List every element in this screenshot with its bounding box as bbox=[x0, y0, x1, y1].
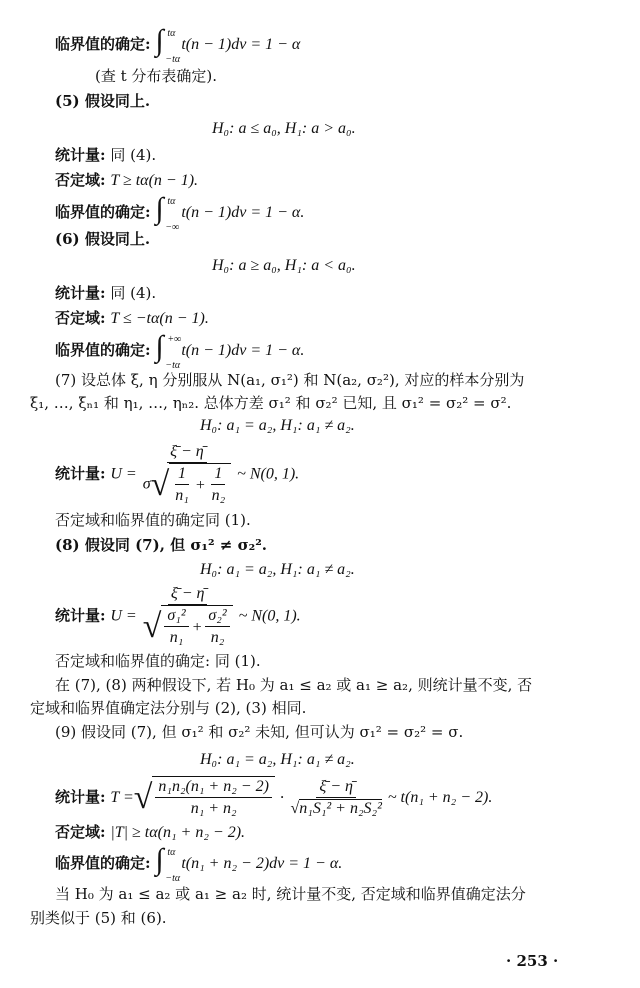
label: 临界值的确定: bbox=[55, 341, 151, 359]
rhs: ~ t(n₁ + n₂ − 2). bbox=[387, 789, 493, 806]
denominator: √ $\frac{\text{σ₁²}}{\text{n₁}}$ + $\frac{\text{σ₂²}}{\text{n₂}}$ bbox=[140, 605, 236, 649]
hypothesis: H₀: a ≥ a₀, H₁: a < a₀. bbox=[212, 257, 356, 274]
rhs: ~ N(0, 1). bbox=[237, 465, 300, 483]
lower-limit: −tα bbox=[165, 360, 181, 371]
formula: t(n − 1)dv = 1 − α. bbox=[181, 204, 305, 221]
case-8-heading: (8) 假设同 (7), 但 σ₁² ≠ σ₂². bbox=[55, 536, 268, 554]
text: 同 (4). bbox=[110, 284, 157, 302]
fraction bbox=[287, 777, 384, 820]
formula: T ≤ −tα(n − 1). bbox=[110, 310, 209, 327]
note: (查 t 分布表确定). bbox=[95, 67, 218, 85]
paragraph-cont: 定域和临界值确定法分别与 (2), (3) 相同. bbox=[30, 699, 307, 717]
numerator: 1 bbox=[175, 464, 189, 485]
numerator: ξ̄ − η̄ bbox=[168, 584, 208, 605]
plus: + bbox=[194, 476, 206, 494]
lhs: U = bbox=[110, 465, 137, 483]
formula: t(n − 1)dv = 1 − α bbox=[181, 36, 301, 53]
case-7-paragraph: (7) 设总体 ξ, η 分别服从 N(a₁, σ₁²) 和 N(a₂, σ₂²), 对应的样本分别为 bbox=[55, 371, 525, 389]
upper-limit: +∞ bbox=[167, 334, 182, 345]
rejection-region bbox=[55, 822, 245, 843]
numerator: σ₁² bbox=[164, 606, 188, 627]
statistic-line bbox=[55, 283, 156, 303]
numerator: n₁n₂(n₁ + n₂ − 2) bbox=[155, 777, 272, 798]
hypothesis: H₀: a₁ = a₂, H₁: a₁ ≠ a₂. bbox=[200, 751, 355, 768]
case-6-heading: (6) 假设同上. bbox=[55, 230, 151, 248]
formula: t(n − 1)dv = 1 − α. bbox=[181, 342, 305, 359]
statistic-formula bbox=[55, 584, 301, 649]
radicand: n₁S₁² + n₂S₂² bbox=[299, 799, 382, 817]
label: 统计量: bbox=[55, 146, 106, 164]
rejection-region bbox=[55, 170, 198, 191]
lower-limit: −∞ bbox=[165, 222, 180, 233]
denominator: n₁ bbox=[175, 487, 189, 504]
denominator: n₁ bbox=[169, 629, 184, 646]
numerator: ξ̄ − η̄ bbox=[167, 442, 207, 463]
upper-limit: tα bbox=[167, 28, 176, 39]
critical-value-line bbox=[55, 192, 305, 233]
label: 统计量: bbox=[55, 284, 106, 302]
hypothesis: H₀: a₁ = a₂, H₁: a₁ ≠ a₂. bbox=[200, 561, 355, 578]
text: 同 (4). bbox=[110, 146, 157, 164]
label: 临界值的确定: bbox=[55, 35, 151, 53]
rhs: ~ N(0, 1). bbox=[238, 607, 301, 625]
paragraph: 当 H₀ 为 a₁ ≤ a₂ 或 a₁ ≥ a₂ 时, 统计量不变, 否定域和临界值确定法分 bbox=[55, 885, 526, 903]
numerator: 1 bbox=[211, 464, 225, 485]
critical-value-line bbox=[55, 330, 305, 371]
label: 否定域: bbox=[55, 823, 106, 841]
lhs: T = bbox=[110, 789, 134, 806]
upper-limit: tα bbox=[167, 196, 176, 207]
integral: ∫ tα −∞ bbox=[155, 196, 181, 230]
paragraph: 在 (7), (8) 两种假设下, 若 H₀ 为 a₁ ≤ a₂ 或 a₁ ≥ a₂, 则统计量不变, 否 bbox=[55, 676, 533, 694]
fraction bbox=[140, 584, 236, 649]
label: 临界值的确定: bbox=[55, 854, 151, 872]
label: 统计量: bbox=[55, 606, 106, 625]
formula: T ≥ tα(n − 1). bbox=[110, 172, 199, 189]
denominator: n₂ bbox=[210, 629, 225, 646]
upper-limit: tα bbox=[167, 847, 176, 858]
numerator: ξ̄ − η̄ bbox=[316, 777, 356, 798]
denominator: n₂ bbox=[211, 487, 226, 504]
formula: t(n₁ + n₂ − 2)dv = 1 − α. bbox=[181, 855, 343, 872]
fraction bbox=[140, 442, 234, 507]
hypothesis: H₀: a ≤ a₀, H₁: a > a₀. bbox=[212, 120, 356, 137]
case-7-paragraph-cont: ξ₁, …, ξₙ₁ 和 η₁, …, ηₙ₂. 总体方差 σ₁² 和 σ₂² 已知, 且 σ₁² = σ₂² = σ². bbox=[30, 394, 512, 412]
case-5-heading: (5) 假设同上. bbox=[55, 92, 151, 110]
numerator: σ₂² bbox=[205, 606, 229, 627]
integral: ∫ +∞ −tα bbox=[155, 334, 181, 368]
label: 否定域: bbox=[55, 171, 106, 189]
critical-value-line bbox=[55, 24, 301, 65]
statistic-formula bbox=[55, 442, 299, 507]
text-line: 否定域和临界值的确定同 (1). bbox=[55, 511, 251, 529]
integral: ∫ tα −tα bbox=[155, 28, 181, 62]
sigma: σ bbox=[142, 475, 151, 493]
case-9-paragraph: (9) 假设同 (7), 但 σ₁² 和 σ₂² 未知, 但可认为 σ₁² = σ₂² = σ. bbox=[55, 723, 464, 741]
statistic-formula: 统计量: T = √ $\frac{\text{n₁n₂(n₁ + n₂ − 2)}}{\text{n₁ + n₂}}$ · $\frac{\xī - \etā}{\text{√n₁S₁² + n₂S₂²}}$ ~ t(n₁ + n₂ − 2). bbox=[55, 776, 492, 820]
denominator: √n₁S₁² + n₂S₂² bbox=[290, 799, 382, 817]
label: 临界值的确定: bbox=[55, 203, 151, 221]
lower-limit: −tα bbox=[165, 54, 181, 65]
rejection-region bbox=[55, 308, 209, 329]
denominator: n₁ + n₂ bbox=[190, 800, 237, 817]
plus: + bbox=[191, 618, 203, 636]
label: 否定域: bbox=[55, 309, 106, 327]
page-number: · 253 · bbox=[506, 952, 559, 970]
paragraph-cont: 别类似于 (5) 和 (6). bbox=[30, 909, 167, 927]
hypothesis: H₀: a₁ = a₂, H₁: a₁ ≠ a₂. bbox=[200, 417, 355, 434]
dot: · bbox=[279, 788, 285, 806]
label: 统计量: bbox=[55, 788, 106, 806]
formula: |T| ≥ tα(n₁ + n₂ − 2). bbox=[110, 824, 246, 841]
label: 统计量: bbox=[55, 464, 106, 483]
text-line: 否定域和临界值的确定: 同 (1). bbox=[55, 652, 261, 670]
lhs: U = bbox=[110, 607, 137, 625]
lower-limit: −tα bbox=[165, 873, 181, 884]
integral: ∫ tα −tα bbox=[155, 847, 181, 881]
statistic-line bbox=[55, 145, 156, 165]
denominator: σ √ $\frac{1}{\text{n₁}}$ + $\frac{1}{\text{n₂}}$ bbox=[140, 463, 234, 507]
critical-value-line bbox=[55, 843, 343, 884]
